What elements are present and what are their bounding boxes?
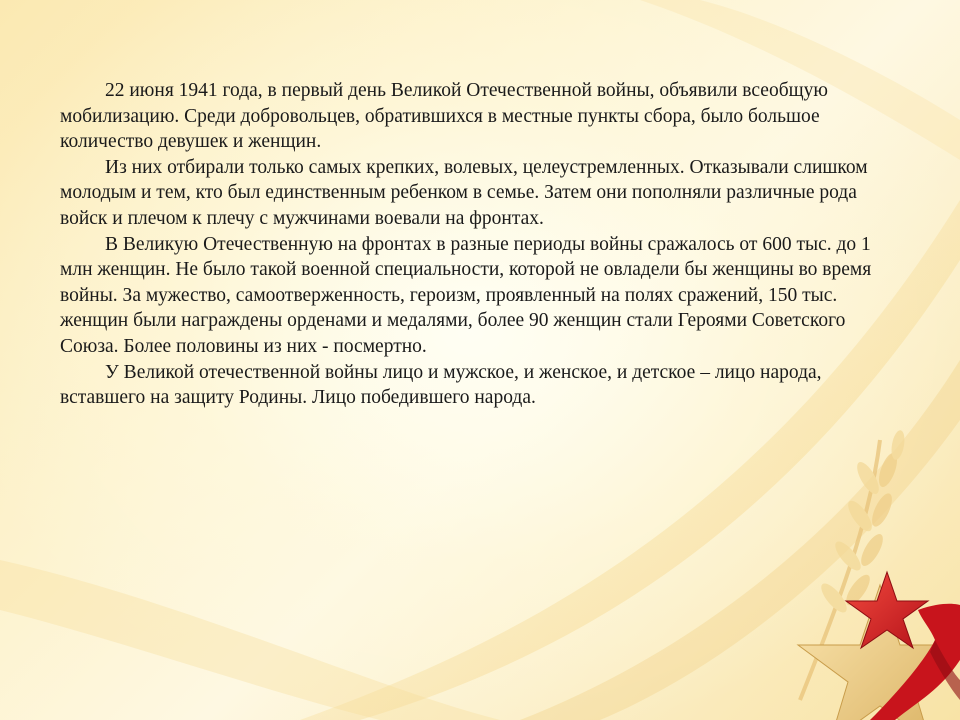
paragraph-2: Из них отбирали только самых крепких, волевых, целеустремленных. Отказывали слишком молодым и тем, кто был единственным ребенком в семье. Затем они пополняли различные рода войск и плечом к плечу с мужчинами воевали на фронтах. [60,156,868,229]
body-text [60,78,895,411]
paragraph-4: У Великой отечественной войны лицо и мужское, и женское, и детское – лицо народа, вставшего на защиту Родины. Лицо победившего народа. [60,361,822,409]
paragraph-1: 22 июня 1941 года, в первый день Великой Отечественной войны, объявили всеобщую мобилизацию. Среди добровольцев, обратившихся в местные пункты сбора, было большое количество девушек и женщин. [60,80,828,153]
paragraph-3: В Великую Отечественную на фронтах в разные периоды войны сражалось от 600 тыс. до 1 млн женщин. Не было такой военной специальности, которой не овладели бы женщины во время войны. За мужество, самоотверженность, героизм, проявленный на полях сражений, 150 тыс. женщин были награждены орденами и медалями, более 90 женщин стали Героями Советского Союза. Более половины из них - посмертно. [60,233,872,357]
